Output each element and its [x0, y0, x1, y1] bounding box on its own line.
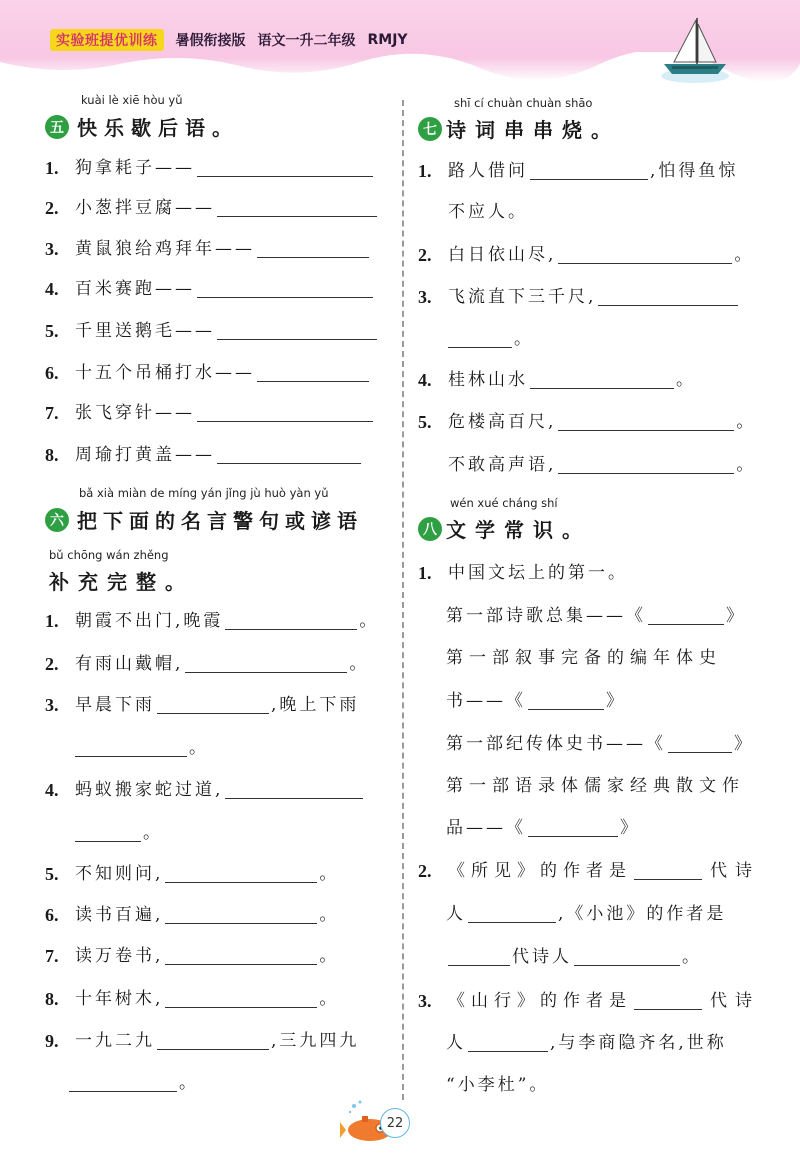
item-number: 5.: [45, 321, 59, 341]
item-end: 。: [189, 738, 206, 758]
sec6-pinyin-2: bǔ chōng wán zhěng: [49, 548, 169, 562]
sec5-item-4: [45, 276, 375, 302]
item-text: 周瑜打黄盖——: [75, 445, 215, 465]
answer-blank[interactable]: [225, 780, 363, 799]
item-text: 书——《: [446, 691, 526, 711]
sec5-title: [45, 112, 239, 141]
sec7-title: [418, 114, 620, 143]
sec7-item-2: [418, 242, 751, 268]
item-number: 6.: [45, 363, 59, 383]
answer-blank[interactable]: [558, 455, 734, 474]
item-end: 。: [319, 864, 337, 884]
book-title-close: 》: [734, 734, 751, 754]
item-text-mid: ,三九四九: [271, 1031, 360, 1051]
sec6-item-4: [45, 777, 365, 803]
sec5-item-3: [45, 236, 371, 262]
item-end: 。: [682, 947, 699, 967]
item-number: 6.: [45, 905, 59, 925]
sec5-badge: 五: [45, 115, 69, 139]
sec6-item-3: [45, 692, 359, 718]
answer-blank[interactable]: [157, 1031, 269, 1050]
sec5-item-6: [45, 360, 371, 386]
item-text: 读书百遍,: [75, 905, 164, 925]
sec7-pinyin: shī cí chuàn chuàn shāo: [454, 96, 593, 110]
sec8-q3-line-3: [446, 1072, 549, 1098]
item-end: 。: [736, 412, 754, 432]
item-number: 1.: [418, 563, 432, 583]
sec7-item-1-cont: [448, 199, 528, 225]
item-number: 5.: [45, 864, 59, 884]
answer-blank[interactable]: [634, 861, 702, 880]
sec6-item-7: [45, 943, 336, 969]
item-text: 白日依山尽,: [448, 245, 557, 265]
answer-blank[interactable]: [530, 161, 648, 180]
item-text: 第一部语录体儒家经典散文作: [446, 776, 745, 796]
item-text: 桂林山水: [448, 370, 528, 390]
item-text: “小李杜”。: [446, 1075, 550, 1095]
answer-blank[interactable]: [165, 946, 317, 965]
item-text: 第一部纪传体史书——《: [446, 734, 666, 754]
item-text: 蚂蚁搬家蛇过道,: [75, 780, 224, 800]
answer-blank[interactable]: [225, 611, 357, 630]
sec8-q1-a: [446, 603, 743, 629]
sec6-item-4-cont: [73, 820, 160, 846]
column-divider: [402, 100, 404, 1100]
answer-blank[interactable]: [634, 991, 702, 1010]
book-title-close: 》: [620, 818, 637, 838]
sec6-pinyin-1: bǎ xià miàn de míng yán jǐng jù huò yàn yǔ: [79, 486, 329, 500]
sec7-item-5-line-2: [448, 452, 753, 478]
answer-blank[interactable]: [574, 947, 680, 966]
answer-blank[interactable]: [558, 245, 732, 264]
sec8-q1-b2: [446, 688, 623, 714]
item-end: 。: [143, 823, 160, 843]
sec7-item-3-cont: [446, 326, 531, 352]
sec6-item-8: [45, 986, 336, 1012]
item-text: 千里送鹅毛——: [75, 321, 215, 341]
sec5-item-8: [45, 442, 363, 468]
answer-blank[interactable]: [197, 279, 373, 298]
item-text: 早晨下雨: [75, 695, 155, 715]
answer-blank[interactable]: [530, 370, 674, 389]
sec6-item-6: [45, 902, 336, 928]
page-header: [0, 0, 800, 82]
answer-blank[interactable]: [197, 158, 373, 177]
answer-blank[interactable]: [165, 905, 317, 924]
sailboat-icon: [660, 14, 730, 84]
item-number: 2.: [45, 654, 59, 674]
item-text: 张飞穿针——: [75, 403, 195, 423]
sec8-q2: [418, 858, 760, 884]
answer-blank[interactable]: [75, 738, 187, 757]
answer-blank[interactable]: [257, 363, 369, 382]
sec5-item-1: [45, 155, 375, 181]
header-brand: 实验班提优训练: [50, 29, 164, 51]
header-subject: 语文一升二年级: [257, 33, 356, 49]
item-text: 人: [446, 1033, 466, 1053]
item-end: 。: [319, 989, 337, 1009]
answer-blank[interactable]: [257, 239, 369, 258]
sec8-q1-d2: [446, 815, 637, 841]
item-number: 4.: [45, 780, 59, 800]
sec5-pinyin: kuài lè xiē hòu yǔ: [81, 93, 183, 107]
sec7-item-5: [418, 409, 753, 435]
answer-blank[interactable]: [448, 329, 512, 348]
item-number: 3.: [45, 695, 59, 715]
item-text: 第一部诗歌总集——《: [446, 606, 646, 626]
item-text-mid: ,晚上下雨: [271, 695, 360, 715]
sec6-title: [45, 505, 363, 534]
answer-blank[interactable]: [75, 823, 141, 842]
item-text: 不敢高声语,: [448, 455, 557, 475]
item-text: 十年树木,: [75, 989, 164, 1009]
answer-blank[interactable]: [217, 198, 377, 217]
sec7-item-4: [418, 367, 693, 393]
answer-blank[interactable]: [558, 412, 734, 431]
item-number: 2.: [418, 245, 432, 265]
sec7-item-1: [418, 158, 738, 184]
sec5-item-5: [45, 318, 379, 344]
answer-blank[interactable]: [448, 947, 510, 966]
item-text: 不知则问,: [75, 864, 164, 884]
answer-blank[interactable]: [468, 904, 556, 923]
sec7-badge: 七: [418, 117, 442, 141]
item-text-mid: ,怕得鱼惊: [650, 161, 739, 181]
item-number: 3.: [418, 287, 432, 307]
item-number: 4.: [418, 370, 432, 390]
answer-blank[interactable]: [157, 695, 269, 714]
item-number: 5.: [418, 412, 432, 432]
answer-blank[interactable]: [598, 287, 738, 306]
header-publisher: RMJY: [367, 32, 408, 48]
sec5-item-7: [45, 400, 375, 426]
answer-blank[interactable]: [528, 691, 604, 710]
answer-blank[interactable]: [185, 654, 347, 673]
answer-blank[interactable]: [668, 734, 732, 753]
item-text: 代诗: [710, 991, 760, 1011]
sec8-q1-d1: [446, 773, 745, 799]
sec5-item-2: [45, 195, 379, 221]
item-text: 品——《: [446, 818, 526, 838]
sec6-item-2: [45, 651, 366, 677]
item-end: 。: [319, 905, 337, 925]
item-text: 小葱拌豆腐——: [75, 198, 215, 218]
sec6-badge: 六: [45, 508, 69, 532]
item-text-cont: 不应人。: [448, 202, 528, 222]
sec7-title-text: 诗词串串烧。: [446, 118, 620, 142]
sec8-title: [418, 514, 591, 543]
sec6-item-9-cont: [67, 1070, 196, 1096]
item-end: 。: [676, 370, 693, 390]
item-text: ,《小池》的作者是: [558, 904, 727, 924]
book-title-close: 》: [726, 606, 743, 626]
answer-blank[interactable]: [217, 445, 361, 464]
item-number: 2.: [418, 861, 432, 881]
item-text: 飞流直下三千尺,: [448, 287, 597, 307]
answer-blank[interactable]: [165, 989, 317, 1008]
item-text: 朝霞不出门,晚霞: [75, 611, 224, 631]
sec8-title-text: 文学常识。: [446, 518, 591, 542]
answer-blank[interactable]: [165, 864, 317, 883]
item-text: 路人借问: [448, 161, 528, 181]
answer-blank[interactable]: [69, 1073, 177, 1092]
item-text: 中国文坛上的第一。: [448, 563, 628, 583]
sec6-item-1: [45, 608, 376, 634]
item-text: 黄鼠狼给鸡拜年——: [75, 239, 255, 259]
item-number: 9.: [45, 1031, 59, 1051]
item-end: 。: [736, 455, 754, 475]
item-text: 危楼高百尺,: [448, 412, 557, 432]
header-edition: 暑假衔接版: [175, 33, 246, 49]
item-number: 3.: [45, 239, 59, 259]
item-number: 4.: [45, 279, 59, 299]
sec8-q2-line-2: [446, 901, 726, 927]
answer-blank[interactable]: [528, 818, 618, 837]
answer-blank[interactable]: [197, 403, 373, 422]
item-text: 百米赛跑——: [75, 279, 195, 299]
item-number: 2.: [45, 198, 59, 218]
sec6-title-text: 把下面的名言警句或谚语: [77, 509, 363, 533]
item-text: 《山行》的作者是: [448, 991, 632, 1011]
item-text: 一九二九: [75, 1031, 155, 1051]
sec6-item-9: [45, 1028, 359, 1054]
item-text: 有雨山戴帽,: [75, 654, 184, 674]
sec8-q2-line-3: [446, 944, 699, 970]
sec8-q3: [418, 988, 760, 1014]
item-text: 狗拿耗子——: [75, 158, 195, 178]
sec6-item-5: [45, 861, 336, 887]
sec8-pinyin: wén xué cháng shí: [450, 496, 558, 510]
book-title-close: 》: [606, 691, 623, 711]
answer-blank[interactable]: [217, 321, 377, 340]
header-title: [50, 29, 408, 51]
item-end: 。: [319, 946, 337, 966]
item-text: 代诗: [710, 861, 760, 881]
sec6-title-2: 补充完整。: [49, 570, 194, 594]
sec6-item-3-cont: [73, 735, 206, 761]
item-text: 第一部叙事完备的编年体史: [446, 648, 722, 668]
item-end: 。: [359, 611, 377, 631]
sec8-q3-line-2: [446, 1030, 727, 1056]
page-number: 22: [380, 1108, 410, 1138]
item-end: 。: [179, 1073, 196, 1093]
sec8-q1: [418, 560, 628, 586]
answer-blank[interactable]: [648, 606, 724, 625]
sec8-q1-c: [446, 731, 751, 757]
item-text: 人: [446, 904, 466, 924]
sec8-badge: 八: [418, 517, 442, 541]
item-number: 1.: [45, 158, 59, 178]
item-number: 7.: [45, 946, 59, 966]
item-text: 读万卷书,: [75, 946, 164, 966]
item-end: 。: [734, 245, 752, 265]
item-end: 。: [514, 329, 531, 349]
item-number: 3.: [418, 991, 432, 1011]
item-number: 1.: [45, 611, 59, 631]
item-number: 8.: [45, 989, 59, 1009]
sec5-title-text: 快乐歇后语。: [77, 116, 239, 140]
item-end: 。: [349, 654, 367, 674]
item-text: 十五个吊桶打水——: [75, 363, 255, 383]
item-number: 7.: [45, 403, 59, 423]
item-text: 代诗人: [512, 947, 572, 967]
item-text: 《所见》的作者是: [448, 861, 632, 881]
answer-blank[interactable]: [468, 1033, 548, 1052]
sec8-q1-b1: [446, 645, 722, 671]
sec7-item-3: [418, 284, 740, 310]
item-number: 8.: [45, 445, 59, 465]
item-number: 1.: [418, 161, 432, 181]
item-text: ,与李商隐齐名,世称: [550, 1033, 727, 1053]
